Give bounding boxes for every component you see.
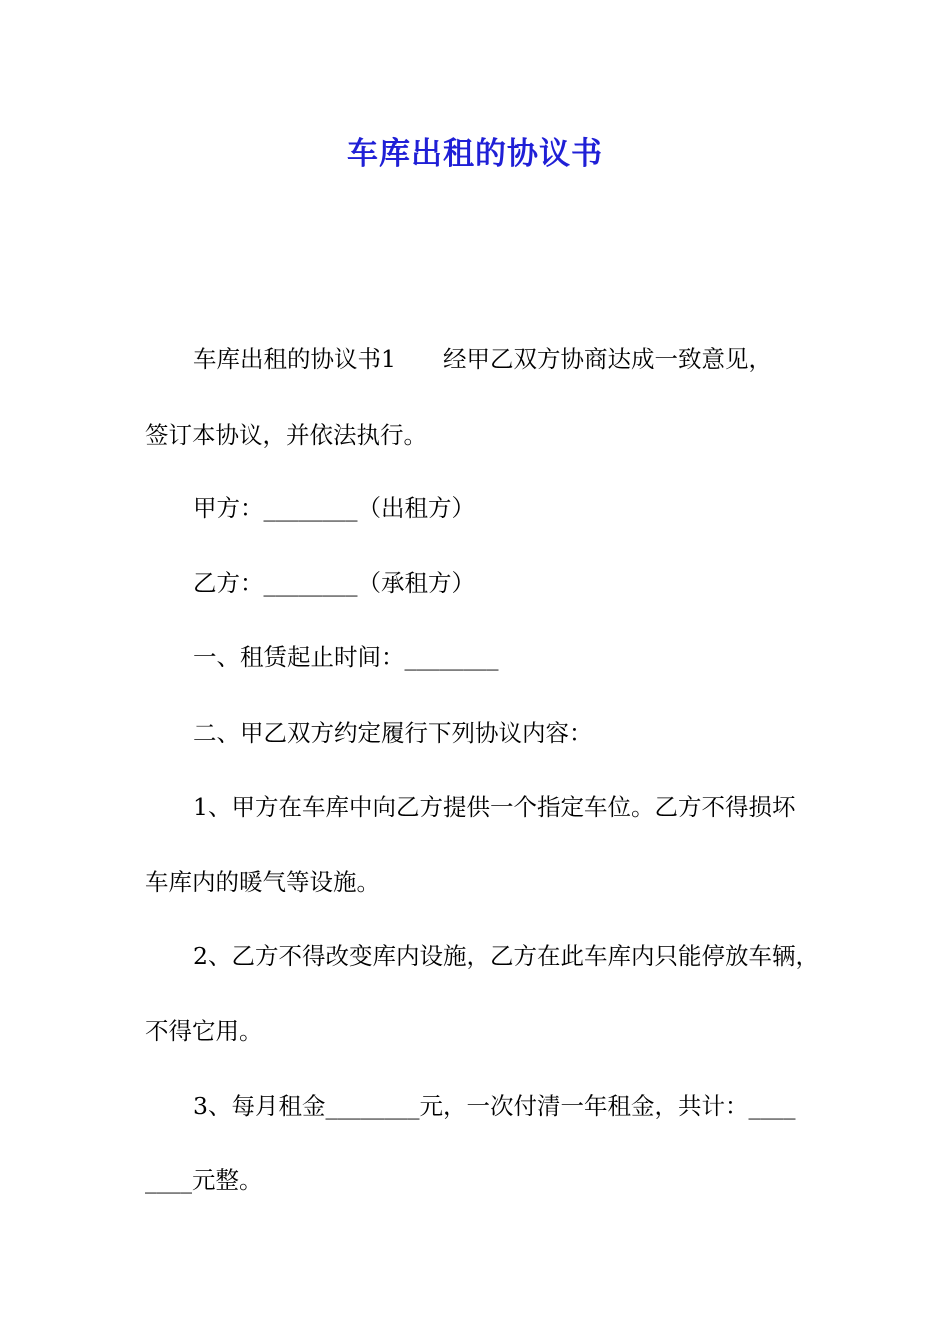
intro-paragraph-line-1: 车库出租的协议书1 经甲乙双方协商达成一致意见， (193, 345, 772, 373)
item-1-line-1: 1、甲方在车库中向乙方提供一个指定车位。乙方不得损坏 (193, 793, 796, 821)
item-1-line-2: 车库内的暖气等设施。 (145, 868, 380, 896)
clause-one-line: 一、租赁起止时间：________ (193, 643, 499, 671)
item-3-line-2: ____元整。 (145, 1166, 263, 1194)
party-a-line: 甲方：________（出租方） (193, 494, 475, 522)
item-3-line-1: 3、每月租金________元，一次付清一年租金，共计：____ (193, 1092, 796, 1120)
item-2-line-1: 2、乙方不得改变库内设施，乙方在此车库内只能停放车辆， (193, 942, 819, 970)
clause-two-line: 二、甲乙双方约定履行下列协议内容： (193, 719, 593, 747)
item-2-line-2: 不得它用。 (145, 1017, 263, 1045)
party-b-line: 乙方：________（承租方） (193, 569, 475, 597)
document-title: 车库出租的协议书 (347, 136, 603, 172)
intro-paragraph-line-2: 签订本协议，并依法执行。 (145, 421, 427, 449)
